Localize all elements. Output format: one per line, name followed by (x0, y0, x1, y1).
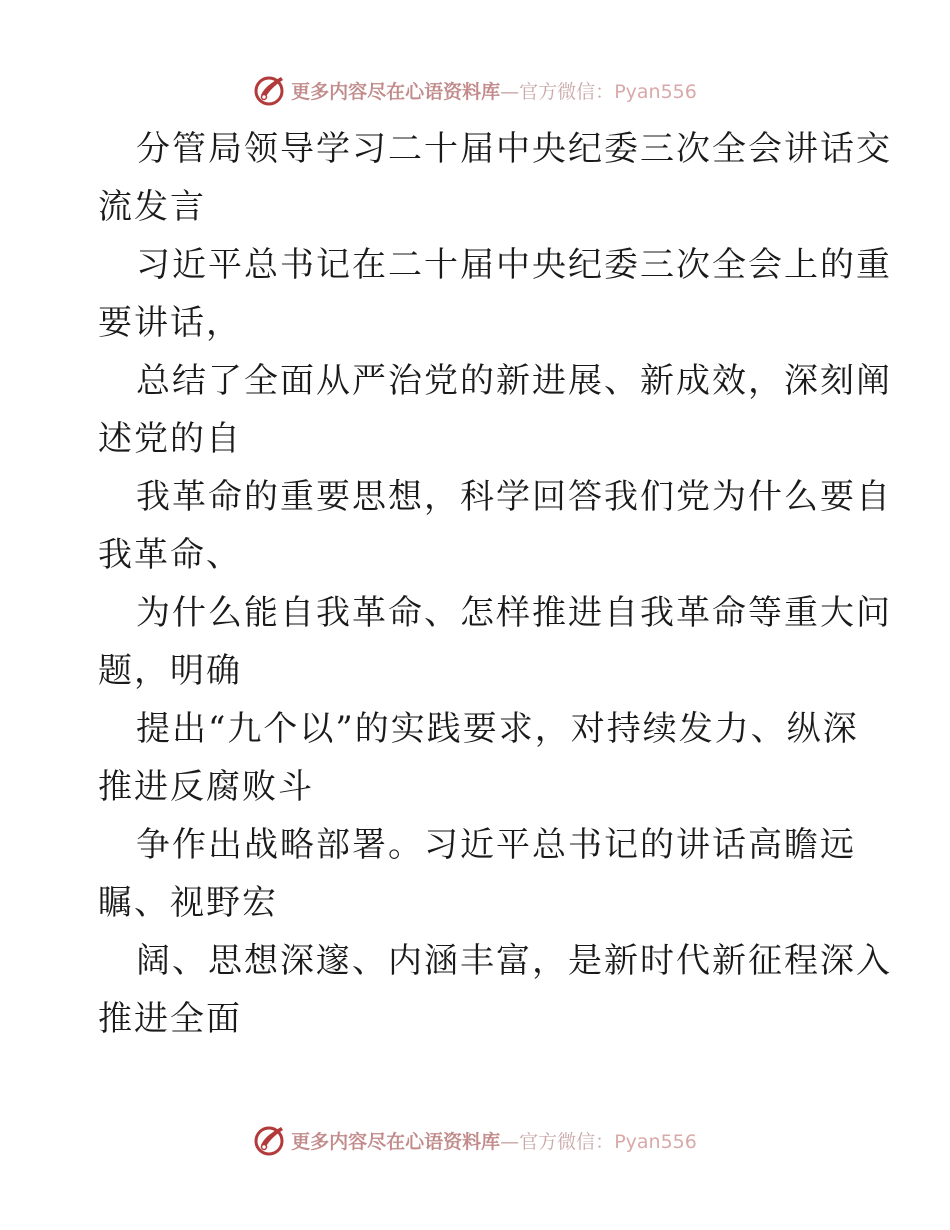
text-line: 提出“九个以”的实践要求，对持续发力、纵深 (136, 709, 859, 749)
text-line: 推进反腐败斗 (98, 767, 314, 807)
text-line: 为什么能自我革命、怎样推进自我革命等重大问 (136, 593, 892, 633)
text-line: 要讲话， (98, 303, 242, 343)
text-line: 分管局领导学习二十届中央纪委三次全会讲话交 (136, 129, 892, 169)
text-line: 争作出战略部署。习近平总书记的讲话高瞻远 (136, 825, 856, 865)
text-line: 习近平总书记在二十届中央纪委三次全会上的重 (136, 245, 892, 285)
text-line: 瞩、视野宏 (98, 883, 278, 923)
document-body (98, 120, 892, 1048)
text-line: 我革命的重要思想，科学回答我们党为什么要自 (136, 477, 892, 517)
footer-watermark-text: 更多内容尽在心语资料库—官方微信：Pyan556 (291, 1130, 697, 1153)
text-line: 题，明确 (98, 651, 242, 691)
header-watermark-banner (0, 70, 950, 110)
pen-logo-icon (253, 1123, 287, 1157)
text-line: 我革命、 (98, 535, 242, 575)
text-line: 总结了全面从严治党的新进展、新成效，深刻阐 (136, 361, 892, 401)
text-line: 推进全面 (98, 999, 242, 1039)
header-watermark-text: 更多内容尽在心语资料库—官方微信：Pyan556 (291, 80, 697, 103)
pen-logo-icon (253, 73, 287, 107)
footer-watermark-banner (0, 1120, 950, 1160)
text-line: 阔、思想深邃、内涵丰富，是新时代新征程深入 (136, 941, 892, 981)
text-line: 流发言 (98, 187, 206, 227)
text-line: 述党的自 (98, 419, 242, 459)
